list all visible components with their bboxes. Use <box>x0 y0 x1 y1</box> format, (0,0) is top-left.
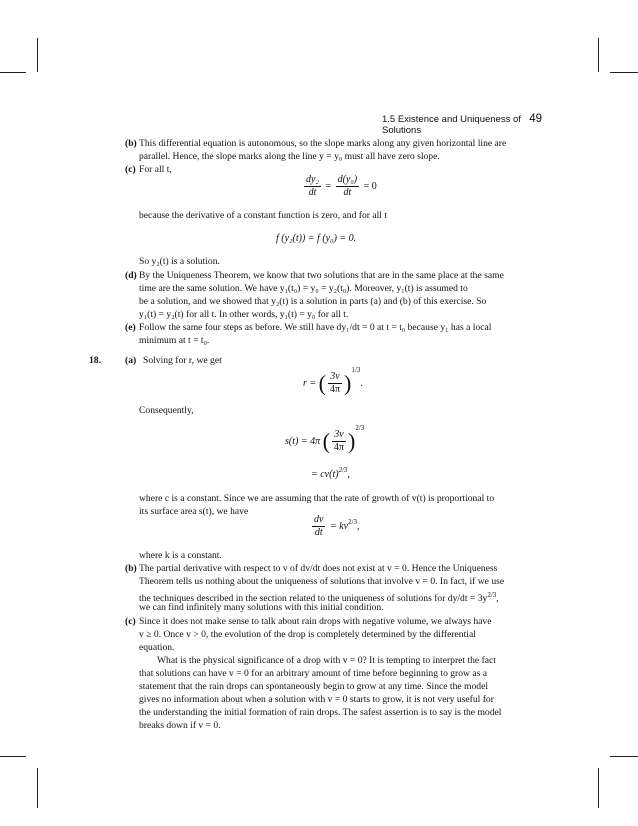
text-line: where c is a constant. Since we are assuming that the rate of growth of v(t) is proportional to <box>139 493 495 504</box>
text-fragment: , <box>496 593 499 605</box>
text-line: For all t, <box>139 164 172 175</box>
text-line: By the Uniqueness Theorem, we know that two solutions that are in the same place at the same <box>139 270 504 281</box>
equation-f: f (y₂(t)) = f (y₀) = 0. <box>276 233 357 244</box>
crop-mark <box>610 756 638 757</box>
exponent: 2/3 <box>487 591 497 599</box>
equation-tail: . <box>360 378 363 389</box>
part-label: (d) <box>125 270 137 281</box>
text-line: we can find infinitely many solutions with this initial condition. <box>139 602 384 613</box>
section-title: 1.5 Existence and Uniqueness of Solutions <box>382 114 521 136</box>
equation-rhs: = kv <box>329 520 349 532</box>
text-line: gives no information about when a solution with v = 0 starts to grow, it is not very useful for <box>139 694 494 705</box>
frac-numerator: 3v <box>328 371 342 384</box>
frac-denominator: 4π <box>329 384 341 396</box>
equation-text: = cv(t) <box>311 469 339 480</box>
text-line: that solutions can have v = 0 for an arbitrary amount of time before beginning to grow as a <box>139 668 488 679</box>
equation-tail: , <box>347 469 351 480</box>
text-line: time are the same solution. We have y₁(t₀) = y₀ = y₂(t₀). Moreover, y₁(t) is assumed to <box>139 283 468 294</box>
text-line: v ≥ 0. Once v > 0, the evolution of the drop is completely determined by the differential <box>139 629 476 640</box>
part-label: (a) <box>125 355 137 366</box>
frac-numerator: dy₂ <box>306 174 319 185</box>
part-label: (c) <box>125 616 136 627</box>
equation-s-continued <box>311 466 350 480</box>
crop-mark <box>37 38 38 72</box>
text-line: This differential equation is autonomous, so the slope marks along any given horizontal line are <box>139 138 507 149</box>
text-line: breaks down if v = 0. <box>139 720 221 731</box>
text-line: minimum at t = t₀. <box>139 335 210 346</box>
text-fragment: the techniques described in the section related to the uniqueness of solutions for dy/dt = 3y <box>139 593 488 605</box>
frac-denominator: dt <box>343 187 352 198</box>
frac-denominator: dt <box>308 187 317 198</box>
equation-lhs: r = <box>303 378 317 389</box>
crop-mark <box>0 756 26 757</box>
text-line: equation. <box>139 642 175 653</box>
text-line: Solving for r, we get <box>143 355 222 366</box>
part-label: (b) <box>125 138 137 149</box>
exponent: 2/3 <box>338 466 348 474</box>
text-line: So y₂(t) is a solution. <box>139 256 220 267</box>
text-line: because the derivative of a constant function is zero, and for all t <box>139 210 388 221</box>
frac-numerator: d(y₀) <box>337 174 358 185</box>
equation-s: s(t) = 4π ( $\frac{3v}{4\pi}$ )$^{2/3}$ <box>285 424 365 454</box>
crop-mark <box>37 768 38 808</box>
equation-lhs: s(t) = 4π <box>285 436 321 447</box>
equation-tail: , <box>357 520 360 532</box>
text-line: The partial derivative with respect to v of dv/dt does not exist at v = 0. Hence the Uniqueness <box>139 563 498 574</box>
frac-denominator: 4π <box>333 442 344 454</box>
text-line: Theorem tells us nothing about the uniqueness of solutions that involve v = 0. In fact, if we use <box>139 576 505 587</box>
part-label: (b) <box>125 563 137 574</box>
text-line: What is the physical significance of a drop with v = 0? It is tempting to interpret the fact <box>157 655 496 666</box>
equation-tail: = 0 <box>363 180 377 192</box>
part-label: (e) <box>125 322 136 333</box>
equation-dv <box>310 514 360 539</box>
text-line: parallel. Hence, the slope marks along the line y = y₀ must all have zero slope. <box>139 151 440 162</box>
problem-number: 18. <box>89 355 101 366</box>
exponent: 2/3 <box>355 424 365 432</box>
equation-r: r = ( $\frac{3v}{4\pi}$ )$^{1/3}$. <box>303 366 363 396</box>
text-line: statement that the rain drops can spontaneously begin to grow at any time. Since the model <box>139 681 489 692</box>
page-number: 49 <box>529 113 542 125</box>
text-line: Since it does not make sense to talk about rain drops with negative volume, we always have <box>139 616 492 627</box>
frac-numerator: 3v <box>332 429 346 442</box>
crop-mark <box>598 38 599 72</box>
text-line: where k is a constant. <box>139 550 222 561</box>
crop-mark <box>598 768 599 808</box>
exponent: 1/3 <box>351 366 361 374</box>
text-line: be a solution, and we showed that y₂(t) is a solution in parts (a) and (b) of this exercise. So <box>139 296 487 307</box>
text-line: the understanding the initial formation of rain drops. The safest assertion is to say is the model <box>139 707 502 718</box>
equation-dy2 <box>302 174 377 199</box>
text-line: y₁(t) = y₂(t) for all t. In other words, y₁(t) = y₀ for all t. <box>139 309 349 320</box>
text-line: Consequently, <box>139 405 194 416</box>
text-line: its surface area s(t), we have <box>139 506 249 517</box>
text-line: Follow the same four steps as before. We still have dy₁/dt = 0 at t = t₀ because y₁ has a local <box>139 322 492 333</box>
frac-numerator: dv <box>314 514 324 525</box>
frac-denominator: dt <box>314 527 323 538</box>
crop-mark <box>610 72 638 73</box>
part-label: (c) <box>125 164 136 175</box>
crop-mark <box>0 72 26 73</box>
exponent: 2/3 <box>348 517 358 526</box>
equals-sign: = <box>325 180 332 192</box>
